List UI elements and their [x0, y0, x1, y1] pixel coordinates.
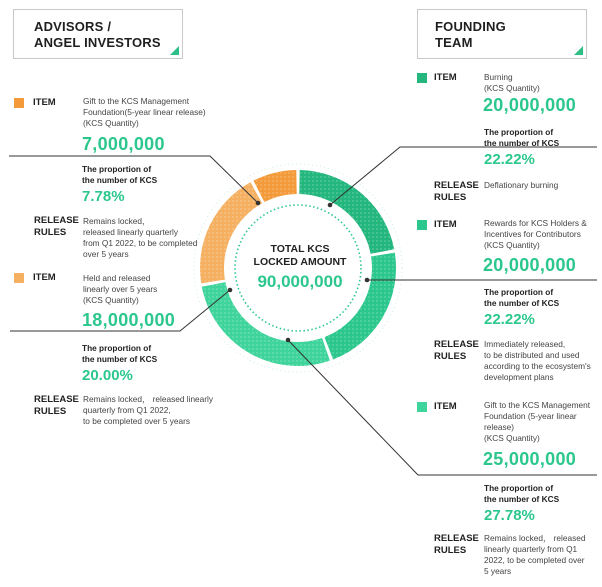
release-rules-text: Deflationary burning: [484, 180, 559, 190]
connector-dot: [256, 201, 261, 206]
release-rules-text: Remains locked， released linearly quarterly from Q1 2022, to be completed over 5 years: [484, 533, 586, 576]
item-label: ITEM: [434, 72, 457, 83]
orange-square-icon: [14, 98, 24, 108]
item-label: ITEM: [33, 272, 56, 283]
item-description: Gift to the KCS Management Foundation (5-year linear release) (KCS Quantity): [484, 400, 591, 443]
item-label: ITEM: [434, 219, 457, 230]
advisors-header-line2: ANGEL INVESTORS: [34, 35, 161, 50]
release-rules-text: Immediately released, to be distributed and used according to the ecosystem's development plans: [484, 339, 591, 382]
center-total-value: 90,000,000: [257, 272, 343, 291]
release-rules-label: RELEASE RULES: [34, 394, 79, 417]
release-rules-text: Remains locked， released linearly quarterly from Q1 2022, to be completed over 5 years: [83, 216, 198, 259]
item-amount: 20,000,000: [483, 255, 577, 275]
item-proportion: 20.00%: [82, 367, 133, 384]
item-proportion: 27.78%: [484, 507, 535, 524]
item-description: Burning (KCS Quantity): [484, 72, 540, 93]
release-rules-label: RELEASE RULES: [434, 533, 479, 556]
green-square-icon: [417, 220, 427, 230]
arc-founding-gift-texture: [202, 282, 330, 366]
item-amount: 18,000,000: [82, 310, 176, 330]
item-label: ITEM: [434, 401, 457, 412]
founding-header-line1: FOUNDING: [435, 19, 506, 34]
release-rules-label: RELEASE RULES: [434, 339, 479, 362]
green-square-icon: [417, 73, 427, 83]
item-proportion: 22.22%: [484, 311, 535, 328]
item-amount: 7,000,000: [82, 134, 165, 154]
proportion-label: The proportion of the number of KCS: [484, 127, 560, 148]
orange-square-icon: [14, 273, 24, 283]
item-proportion: 22.22%: [484, 151, 535, 168]
proportion-label: The proportion of the number of KCS: [484, 287, 560, 308]
arc-advisors-gift-texture: [254, 170, 297, 202]
connector-dot: [328, 203, 333, 208]
center-label-line2: LOCKED AMOUNT: [253, 256, 347, 268]
proportion-label: The proportion of the number of KCS: [484, 483, 560, 504]
item-amount: 25,000,000: [483, 449, 577, 469]
item-label: ITEM: [33, 97, 56, 108]
founding-header-line2: TEAM: [435, 35, 473, 50]
release-rules-label: RELEASE RULES: [34, 215, 79, 238]
proportion-label: The proportion of the number of KCS: [82, 343, 158, 364]
arc-burning-texture: [299, 170, 394, 254]
release-rules-text: Remains locked， released linearly quarterly from Q1 2022, to be completed over 5 years: [83, 394, 214, 426]
item-proportion: 7.78%: [82, 188, 125, 205]
center-label-line1: TOTAL KCS: [270, 243, 330, 255]
item-description: Held and released linearly over 5 years (KCS Quantity): [83, 273, 158, 305]
center-label: [230, 243, 370, 292]
connector-dot: [286, 338, 291, 343]
release-rules-label: RELEASE RULES: [434, 180, 479, 203]
proportion-label: The proportion of the number of KCS: [82, 164, 158, 185]
green-square-icon: [417, 402, 427, 412]
item-description: Gift to the KCS Management Foundation(5-year linear release) (KCS Quantity): [83, 96, 206, 128]
item-amount: 20,000,000: [483, 95, 577, 115]
advisors-header-line1: ADVISORS /: [34, 19, 112, 34]
item-description: Rewards for KCS Holders & Incentives for Contributors (KCS Quantity): [484, 218, 587, 250]
